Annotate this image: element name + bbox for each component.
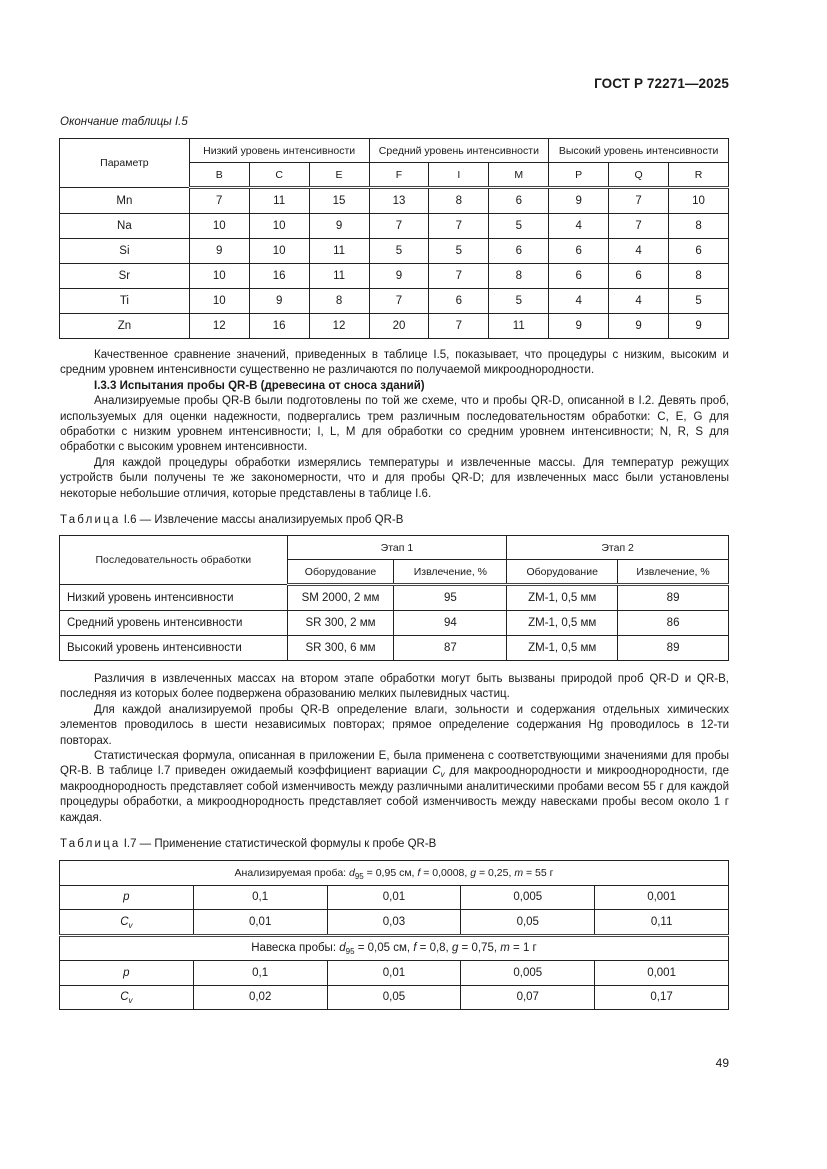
table-word: Таблица (60, 838, 121, 850)
p-value: 0,005 (461, 961, 595, 986)
value-cell: 12 (309, 314, 369, 339)
value-cell: 20 (369, 314, 429, 339)
sequence-cell: Низкий уровень интенсивности (60, 585, 288, 611)
section-header-row (60, 935, 729, 961)
extraction-cell: 95 (394, 585, 507, 611)
subscript: 95 (345, 947, 355, 957)
value-cell: 5 (429, 239, 489, 264)
cv-symbol: C (120, 915, 129, 928)
column-header: R (669, 163, 729, 188)
equipment-header: Оборудование (507, 560, 618, 585)
value-cell: 9 (549, 314, 609, 339)
value-cell: 9 (669, 314, 729, 339)
value-cell: 5 (669, 289, 729, 314)
cv-subscript: v (128, 996, 133, 1006)
value-cell: 11 (249, 188, 309, 214)
paragraph (60, 749, 729, 826)
extraction-header: Извлечение, % (394, 560, 507, 585)
stage2-header: Этап 2 (507, 536, 729, 560)
text-run: Статистическая формула, описанная в приложении E, была применена с соответствующими значениями для пробы QR-B. В таблице I.7 приведен ожидаемый коэффициент вариации (60, 750, 729, 778)
cv-value: 0,05 (327, 985, 461, 1010)
table-row (60, 314, 729, 339)
extraction-cell: 89 (618, 636, 729, 661)
p-value: 0,1 (193, 885, 327, 910)
value-cell: 7 (429, 214, 489, 239)
paragraph: Анализируемые пробы QR-B были подготовлены по той же схеме, что и пробы QR-D, описанной в I.2. Девять проб, используемых для оценки надежности, подвергались трем различным последовательностям обработки: C, E, G для обработки с низким уровнем интенсивности; I, L, M для обработки со средним уровнем интенсивности; N, R, S для обработки с высоким уровнем интенсивности. (60, 395, 729, 454)
value-cell: 9 (189, 239, 249, 264)
symbol-f: f (417, 866, 421, 879)
value-cell: 10 (189, 289, 249, 314)
body-section-1 (60, 348, 729, 502)
equipment-cell: SM 2000, 2 мм (287, 585, 394, 611)
extraction-cell: 94 (394, 611, 507, 636)
group-header-medium: Средний уровень интенсивности (369, 139, 549, 163)
cv-symbol: C (120, 991, 129, 1004)
stage1-header: Этап 1 (287, 536, 507, 560)
p-value: 0,01 (327, 885, 461, 910)
cv-value: 0,11 (595, 910, 729, 936)
table-i5 (59, 138, 729, 339)
value-cell: 10 (249, 214, 309, 239)
paragraph: Качественное сравнение значений, приведенных в таблице I.5, показывает, что процедуры с низким, высоким и средним уровнем интенсивности существенно не различаются по получаемой микрооднородности. (60, 349, 729, 377)
value-cell: 9 (249, 289, 309, 314)
value-cell: 11 (309, 264, 369, 289)
column-header: F (369, 163, 429, 188)
value-cell: 7 (189, 188, 249, 214)
paragraph: Для каждой анализируемой пробы QR-B определение влаги, зольности и содержания отдельных химических элементов проводилось в шести независимых повторах; прямое определение содержания Hg проводилось в 12-ти повторах. (60, 703, 729, 747)
value-cell: 8 (429, 188, 489, 214)
table-row-cv (60, 910, 729, 936)
section-heading: I.3.3 Испытания пробы QR-B (древесина от сноса зданий) (94, 379, 425, 392)
sequence-cell: Средний уровень интенсивности (60, 611, 288, 636)
text-run: для макрооднородности и микрооднородности, где макрооднородность представляет собой изменчивость между различными аналитическими пробами весом 55 г для каждой процедуры обработки, а микрооднородность представляет собой изменчивость между навесками пробы весом около 1 г каждая. (60, 765, 729, 824)
param-cell: Mn (60, 188, 190, 214)
value: = 0,0008, (420, 866, 471, 879)
analyzed-sample-params (60, 861, 729, 886)
value-cell: 5 (489, 214, 549, 239)
test-portion-params (60, 935, 729, 961)
param-cell: Zn (60, 314, 190, 339)
value-cell: 16 (249, 264, 309, 289)
value-cell: 7 (369, 214, 429, 239)
value-cell: 8 (489, 264, 549, 289)
table-i7 (59, 860, 729, 1010)
value-cell: 6 (489, 239, 549, 264)
symbol-g: g (451, 942, 459, 955)
value: = 0,05 см, (354, 942, 414, 955)
table-row-cv (60, 985, 729, 1010)
param-cell: Sr (60, 264, 190, 289)
p-label: p (60, 885, 194, 910)
table-row (60, 188, 729, 214)
label: Навеска пробы: (251, 942, 340, 955)
column-header: I (429, 163, 489, 188)
column-header: M (489, 163, 549, 188)
value-cell: 5 (369, 239, 429, 264)
cv-subscript: v (128, 920, 133, 930)
equipment-cell: ZM-1, 0,5 мм (507, 636, 618, 661)
param-cell: Ti (60, 289, 190, 314)
value-cell: 8 (309, 289, 369, 314)
table-i6-caption (60, 514, 403, 526)
equipment-cell: SR 300, 6 мм (287, 636, 394, 661)
value-cell: 15 (309, 188, 369, 214)
table-row (60, 585, 729, 611)
table-row (60, 611, 729, 636)
label: Анализируемая проба: (234, 866, 349, 879)
value-cell: 4 (549, 289, 609, 314)
symbol-g: g (470, 866, 477, 879)
table-title: I.6 — Извлечение массы анализируемых проб QR-B (123, 514, 404, 526)
param-cell: Si (60, 239, 190, 264)
cv-value: 0,02 (193, 985, 327, 1010)
table-row (60, 636, 729, 661)
value-cell: 13 (369, 188, 429, 214)
p-value: 0,1 (193, 961, 327, 986)
cv-label (60, 910, 194, 936)
value-cell: 4 (609, 289, 669, 314)
table-i6 (59, 535, 729, 661)
param-cell: Na (60, 214, 190, 239)
value-cell: 7 (429, 314, 489, 339)
cv-value: 0,01 (193, 910, 327, 936)
column-header: P (549, 163, 609, 188)
column-header: B (189, 163, 249, 188)
value: = 0,75, (458, 942, 501, 955)
p-value: 0,001 (595, 885, 729, 910)
symbol-d: d (349, 866, 355, 879)
cv-label (60, 985, 194, 1010)
p-value: 0,005 (461, 885, 595, 910)
table-title: I.7 — Применение статистической формулы к пробе QR-B (123, 838, 437, 850)
cv-value: 0,07 (461, 985, 595, 1010)
page-number: 49 (715, 1056, 729, 1070)
paragraph: Различия в извлеченных массах на втором этапе обработки могут быть вызваны природой проб QR-D и QR-B, последняя из которых более подвержена образованию мелких пылевидных частиц. (60, 673, 729, 701)
column-header: C (249, 163, 309, 188)
value-cell: 6 (489, 188, 549, 214)
value: = 55 г (523, 866, 554, 879)
value-cell: 12 (189, 314, 249, 339)
cv-value: 0,03 (327, 910, 461, 936)
value-cell: 11 (489, 314, 549, 339)
value-cell: 5 (489, 289, 549, 314)
table-i5-continuation-caption: Окончание таблицы I.5 (60, 116, 188, 128)
symbol-m: m (500, 942, 510, 955)
table-row-p (60, 961, 729, 986)
value-cell: 9 (369, 264, 429, 289)
value: = 0,25, (476, 866, 515, 879)
p-label: p (60, 961, 194, 986)
equipment-cell: SR 300, 2 мм (287, 611, 394, 636)
subscript: 95 (354, 871, 364, 881)
value: = 1 г (509, 942, 537, 955)
body-section-2 (60, 672, 729, 826)
cv-value: 0,05 (461, 910, 595, 936)
table-row (60, 214, 729, 239)
value-cell: 16 (249, 314, 309, 339)
value-cell: 6 (549, 239, 609, 264)
value-cell: 7 (429, 264, 489, 289)
table-row-p (60, 885, 729, 910)
table-row (60, 264, 729, 289)
value-cell: 7 (369, 289, 429, 314)
section-header-row (60, 861, 729, 886)
p-value: 0,01 (327, 961, 461, 986)
value-cell: 10 (189, 264, 249, 289)
equipment-cell: ZM-1, 0,5 мм (507, 585, 618, 611)
sequence-header: Последовательность обработки (60, 536, 288, 585)
equipment-cell: ZM-1, 0,5 мм (507, 611, 618, 636)
value-cell: 10 (669, 188, 729, 214)
extraction-cell: 86 (618, 611, 729, 636)
value-cell: 4 (609, 239, 669, 264)
extraction-header: Извлечение, % (618, 560, 729, 585)
value-cell: 8 (669, 214, 729, 239)
value-cell: 6 (609, 264, 669, 289)
value-cell: 9 (549, 188, 609, 214)
value-cell: 9 (309, 214, 369, 239)
extraction-cell: 89 (618, 585, 729, 611)
cv-symbol: C (432, 765, 441, 778)
symbol-f: f (413, 942, 417, 955)
table-row (60, 239, 729, 264)
value: = 0,95 см, (363, 866, 418, 879)
column-header: Q (609, 163, 669, 188)
value-cell: 11 (309, 239, 369, 264)
symbol-d: d (339, 942, 346, 955)
value-cell: 6 (669, 239, 729, 264)
symbol-m: m (514, 866, 524, 879)
sequence-cell: Высокий уровень интенсивности (60, 636, 288, 661)
group-header-high: Высокий уровень интенсивности (549, 139, 729, 163)
group-header-low: Низкий уровень интенсивности (189, 139, 369, 163)
value-cell: 6 (549, 264, 609, 289)
cv-subscript: v (440, 770, 445, 780)
value-cell: 8 (669, 264, 729, 289)
value-cell: 10 (189, 214, 249, 239)
value-cell: 7 (609, 188, 669, 214)
param-header: Параметр (60, 139, 190, 188)
table-word: Таблица (60, 514, 121, 526)
value: = 0,8, (416, 942, 452, 955)
p-value: 0,001 (595, 961, 729, 986)
value-cell: 9 (609, 314, 669, 339)
value-cell: 7 (609, 214, 669, 239)
column-header: E (309, 163, 369, 188)
equipment-header: Оборудование (287, 560, 394, 585)
value-cell: 4 (549, 214, 609, 239)
value-cell: 6 (429, 289, 489, 314)
extraction-cell: 87 (394, 636, 507, 661)
table-i7-caption (60, 838, 436, 850)
document-code: ГОСТ Р 72271—2025 (594, 76, 729, 91)
cv-value: 0,17 (595, 985, 729, 1010)
value-cell: 10 (249, 239, 309, 264)
table-row (60, 289, 729, 314)
paragraph: Для каждой процедуры обработки измерялись температуры и извлеченные массы. Для температур режущих устройств были получены те же закономерности, что и для пробы QR-D; для извлеченных масс были установлены некоторые небольшие отличия, которые представлены в таблице I.6. (60, 456, 729, 500)
